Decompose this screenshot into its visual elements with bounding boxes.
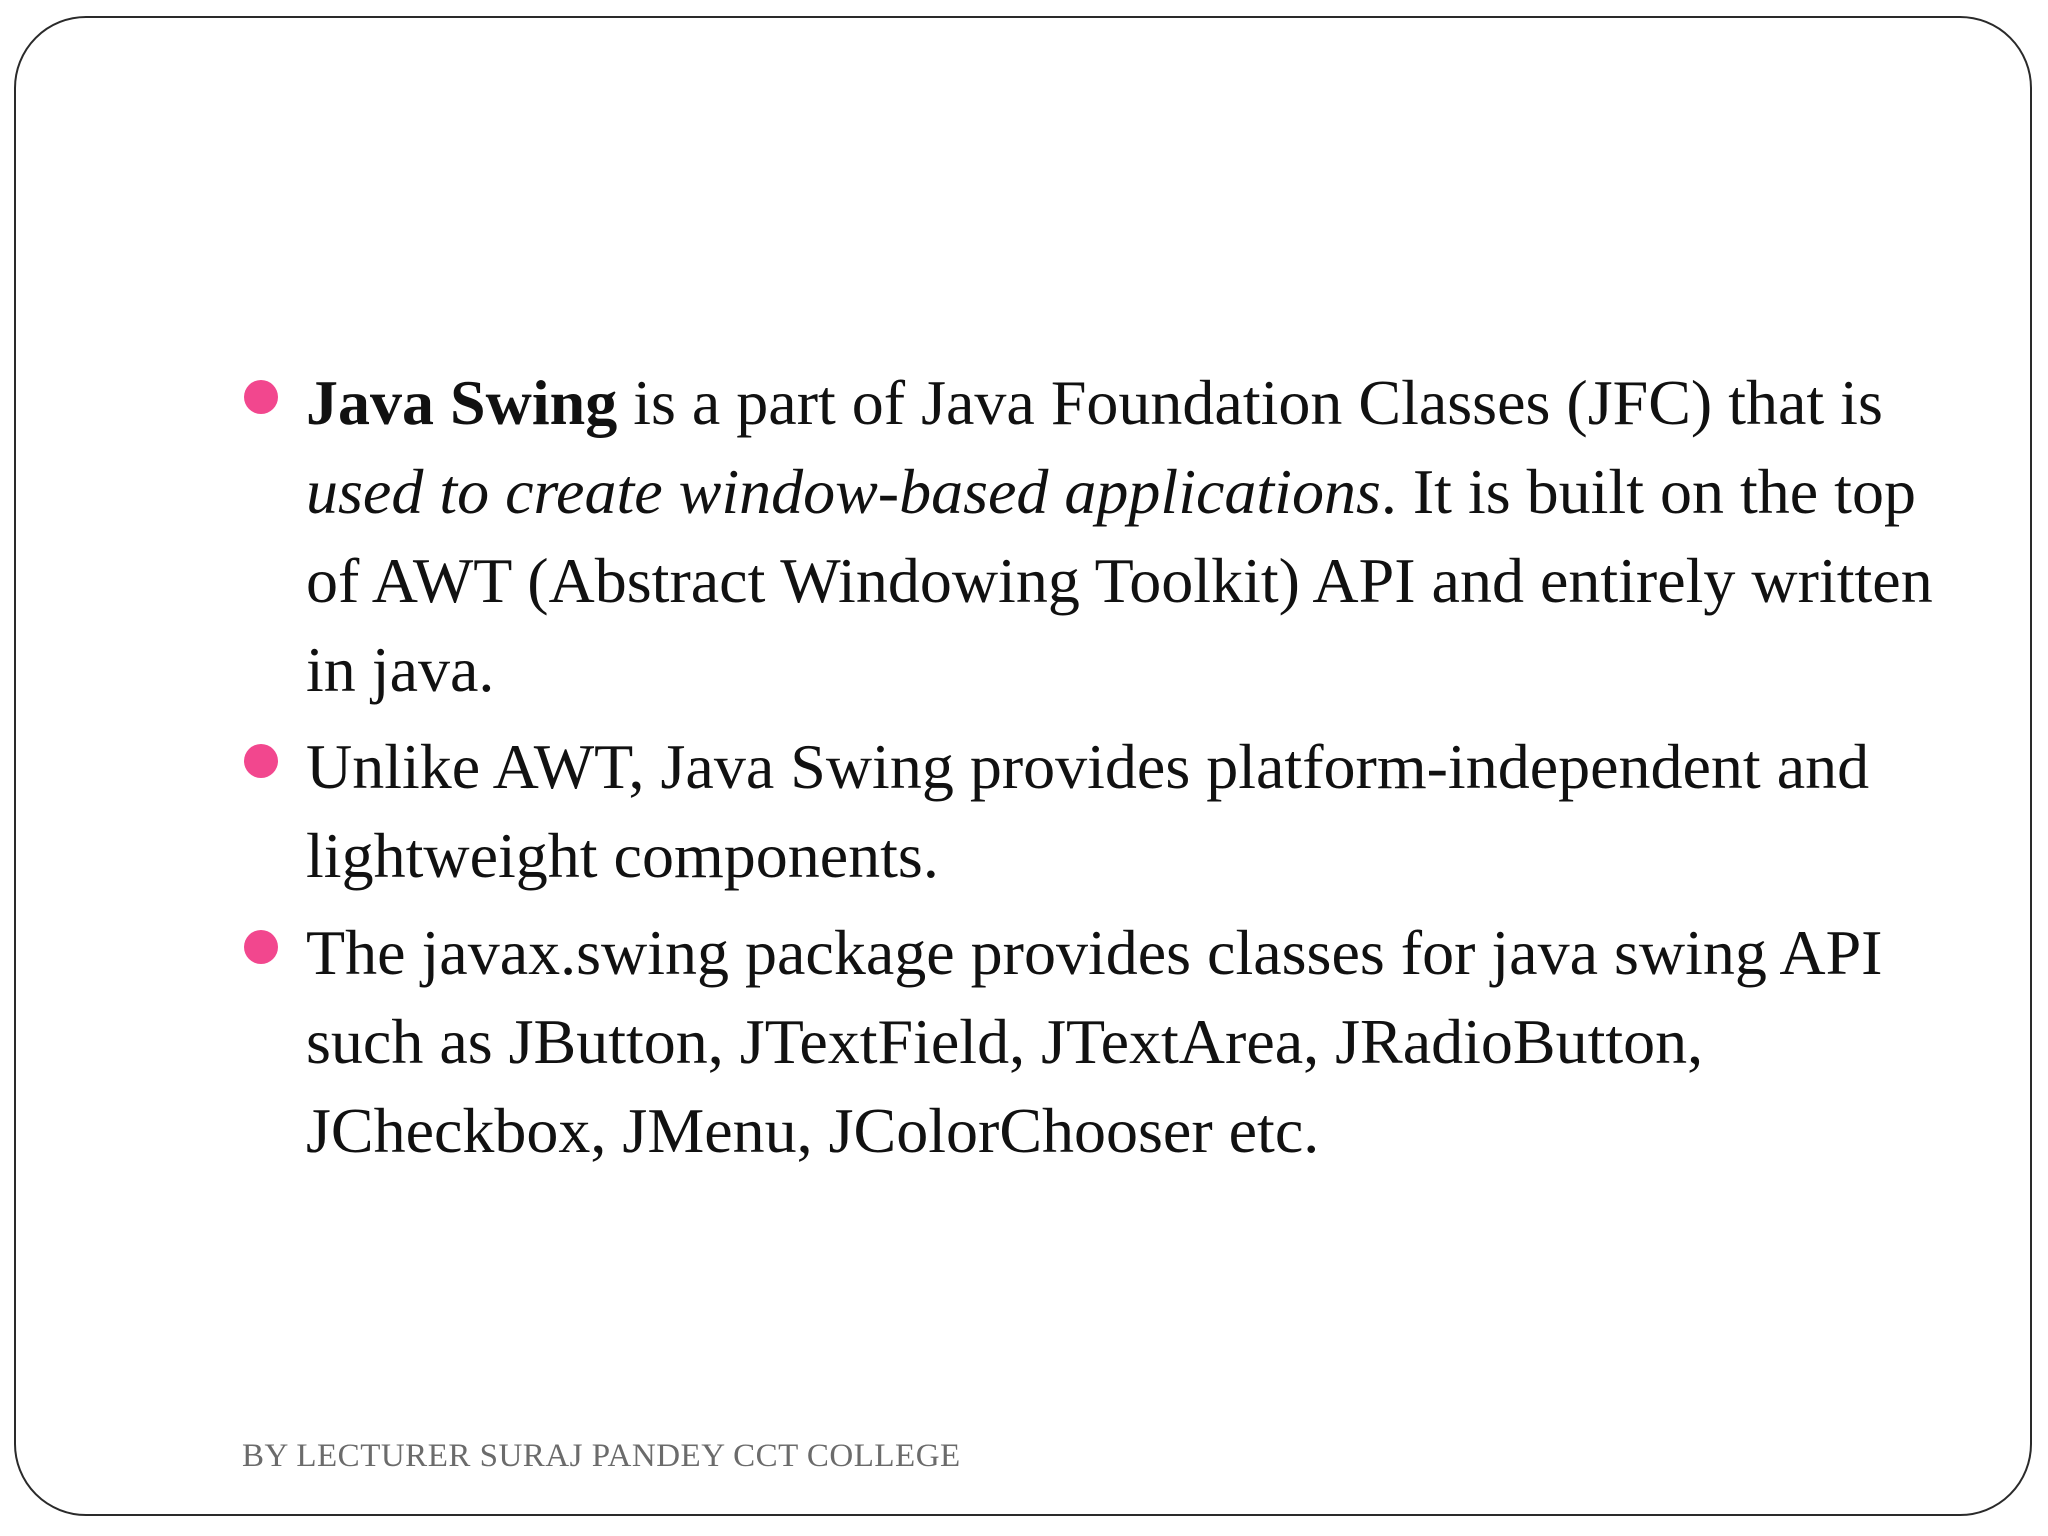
bullet-item-java-swing <box>244 358 1964 714</box>
bullet-item-unlike-awt <box>244 722 1964 900</box>
bullet-item-javax-swing <box>244 908 1964 1175</box>
bullet-italic-phrase: used to create window-based applications <box>306 456 1381 527</box>
bullet-text <box>306 367 1933 705</box>
slide-footer: BY LECTURER SURAJ PANDEY CCT COLLEGE <box>242 1438 961 1474</box>
slide-frame <box>14 16 2032 1516</box>
bullet-text: The javax.swing package provides classes for java swing API such as JButton, JTextField, JTextArea, JRadioButton, JCheckbox, JMenu, JColorChooser etc. <box>306 917 1883 1166</box>
bullet-dot-icon <box>244 380 278 414</box>
bullet-text-part-a: is a part of Java Foundation Classes (JFC) that is <box>617 367 1883 438</box>
bullet-dot-icon <box>244 744 278 778</box>
bullet-bold-term: Java Swing <box>306 367 618 438</box>
bullet-list <box>244 358 1964 1183</box>
bullet-text: Unlike AWT, Java Swing provides platform-independent and lightweight components. <box>306 731 1870 891</box>
bullet-dot-icon <box>244 930 278 964</box>
bullet-text-part-b: . It is built on the top of AWT (Abstract Windowing Toolkit) API and entirely written in java. <box>306 456 1933 705</box>
